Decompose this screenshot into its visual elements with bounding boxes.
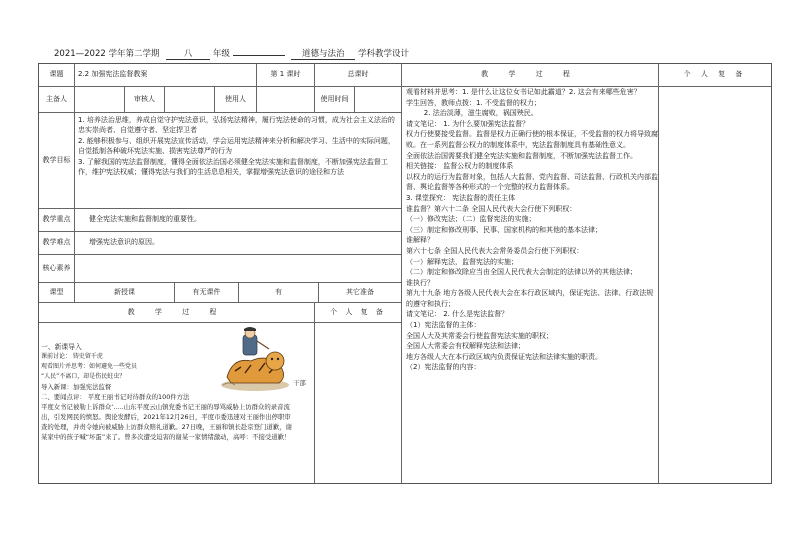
lesson-number: 第 1 课时 <box>257 64 315 87</box>
process-line: 学生回答，教师点拨：1. 不受监督的权力； <box>406 98 541 107</box>
process-line: “人民”不离口，却是伤民蛀虫？ <box>41 373 126 380</box>
goals-text: 1. 培养法治思维，养成自觉守护宪法意识，弘扬宪法精神，履行宪法使命的习惯，成为社会主义法治的忠实崇尚者、自觉遵守者、坚定捍卫者 2. 能够积极参与、组织开展宪法宣传活动，学会运用宪法精神来分析和解决学习、生活中的实际问题，自觉抵制各种破坏宪法实施、损害宪法尊严的行为 3. 了解我国的宪法监督制度，懂得全面依法治国必须健全宪法实施和监督制度，不断加强宪法监督工作，维护宪法权威；懂得宪法与我们的生活息息相关，掌握增强宪法意识的途径和方法 <box>75 113 402 209</box>
cartoon-caption: 干部 <box>293 379 306 387</box>
total-lessons-label: 总课时 <box>315 64 402 87</box>
process-line: 导入新课：加强宪法监督 <box>41 383 112 391</box>
key-points-text: 健全宪法实施和监督制度的重要性。 <box>75 209 402 232</box>
courseware-value: 有 <box>239 283 319 303</box>
difficult-points-label: 教学难点 <box>39 232 75 255</box>
left-review-body <box>315 323 402 483</box>
process-line: （二）制定和修改除应当由全国人民代表大会制定的法律以外的其他法律； <box>406 268 637 277</box>
user-label: 使用人 <box>215 87 257 113</box>
user-value <box>257 87 315 113</box>
process-line: 全国人大及其常委会行使监督宪法实施的职权； <box>406 331 553 340</box>
blank-underline <box>233 55 285 56</box>
left-process-header: 教 学 过 程 <box>39 303 315 323</box>
process-line: 全国人大常委会有权解释宪法和法律； <box>406 342 525 351</box>
core-literacy-label: 核心素养 <box>39 255 75 283</box>
lesson-type-value: 新授课 <box>75 283 175 303</box>
lead-teacher-label: 主备人 <box>39 87 75 113</box>
process-line: 相关链接： 监督公权力的制度体系 <box>406 162 514 171</box>
core-literacy-value <box>75 255 402 283</box>
process-line: 二、要闻点评： 平度王丽书记对待群众的100件方法 <box>41 393 190 401</box>
process-line: 谁监督？第六十二条 全国人民代表大会行使下列职权： <box>406 204 577 213</box>
process-line: 3. 课堂探究： 宪法监督的责任主体 <box>406 193 516 202</box>
lesson-type-label: 课型 <box>39 283 75 303</box>
process-line: 2. 法治淡薄，滋生腐败，祸国殃民。 <box>406 109 538 118</box>
school-year: 2021—2022 学年第二学期 <box>54 49 160 59</box>
other-prep-label: 其它准备 <box>319 283 402 303</box>
process-line: 地方各级人大在本行政区域内负责保证宪法和法律实施的职责。 <box>406 352 602 361</box>
document-header <box>54 47 754 60</box>
key-points-label: 教学重点 <box>39 209 75 232</box>
reviewer-value <box>165 87 215 113</box>
tiger-cartoon-icon <box>215 327 295 393</box>
right-review-body <box>659 87 771 483</box>
process-line: 平度女书记被勒上诉群众‘…..山东平度云山镇党委书记王丽的辱骂威胁上访群众的录音流出，引发网民的愤怒。舆论发酵后，2021年12月26日，平度市委迅速对王丽作出停职审查的处理，并责令她向被威胁上访群众赔礼道歉。27日晚，王丽和镇长赴京登门道歉，谢某家中的孩子喊“坏蛋”来了。曾多次遭受迫害的谢某一家情绪激动，高呼：不接受道歉！ <box>41 403 292 441</box>
process-line: 谁解释？ <box>406 236 434 245</box>
use-time-label: 使用时间 <box>315 87 355 113</box>
process-line: （一）修改宪法；（二）监督宪法的实施； <box>406 215 536 224</box>
process-line: 观看材料并思考：1. 是什么让这位女书记如此霸道？2. 这会有来哪些危害？ <box>406 88 641 96</box>
reviewer-label: 审核人 <box>125 87 165 113</box>
left-review-header: 个 人 复 备 <box>315 303 402 323</box>
right-process-column <box>402 64 771 483</box>
cartoon-illustration <box>215 327 285 397</box>
lesson-plan-table <box>38 63 772 484</box>
process-line: 请文笔记： 2. 什么是宪法监督？ <box>406 310 509 319</box>
process-line: 第六十七条 全国人民代表大会常务委员会行使下列职权： <box>406 246 584 255</box>
lead-teacher-value <box>75 87 125 113</box>
process-line: （1）宪法监督的主体： <box>406 321 481 330</box>
right-process-header: 教 学 过 程 <box>402 64 659 87</box>
process-line: （2）宪法监督的内容： <box>406 363 481 372</box>
topic-value: 2.2 加强宪法监督教案 <box>75 64 257 87</box>
process-line: 一、新课导入 <box>41 343 82 351</box>
process-line: 权力行使要接受监督。监督是权力正确行使的根本保证，不受监督的权力将导致腐败。在一系列监督公权力的制度体系中，宪法监督制度具有基础性意义。 <box>406 130 658 149</box>
right-process-text <box>406 87 658 373</box>
topic-label: 课题 <box>39 64 75 87</box>
process-line: 观看图片并思考：如何避免一些党员 <box>41 363 138 370</box>
process-line: （一）解释宪法，监督宪法的实施； <box>406 257 518 266</box>
process-line: 以权力的运行为监督对象，包括人大监督、党内监督、司法监督、行政机关内部监督、舆论监督等各种形式的一个完整的权力监督体系。 <box>406 172 658 192</box>
right-review-header: 个 人 复 备 <box>659 64 771 87</box>
process-line: 谁执行？ <box>406 278 434 287</box>
grade-suffix: 年级 <box>212 49 230 59</box>
subject-value: 道德与法治 <box>291 47 355 60</box>
difficult-points-text: 增强宪法意识的原因。 <box>75 232 402 255</box>
courseware-label: 有无课件 <box>175 283 239 303</box>
process-line: 课前讨论： 铸史留千虎 <box>41 353 103 360</box>
process-line: 第九十九条 地方各级人民代表大会在本行政区域内，保证宪法、法律、行政法规的遵守和执行； <box>406 289 654 308</box>
left-process-body <box>39 323 315 483</box>
process-line: 请文笔记： 1. 为什么要加强宪法监督？ <box>406 119 530 128</box>
goals-label: 教学目标 <box>39 113 75 209</box>
process-line: 全面依法治国需要我们健全宪法实施和监督制度，不断加强宪法监督工作。 <box>406 151 637 160</box>
grade-value: 八 <box>166 47 210 60</box>
use-time-value <box>355 87 402 113</box>
design-title: 学科教学设计 <box>358 49 410 59</box>
process-line: （三）制定和修改刑事、民事、国家机构的和其他的基本法律； <box>406 225 602 234</box>
